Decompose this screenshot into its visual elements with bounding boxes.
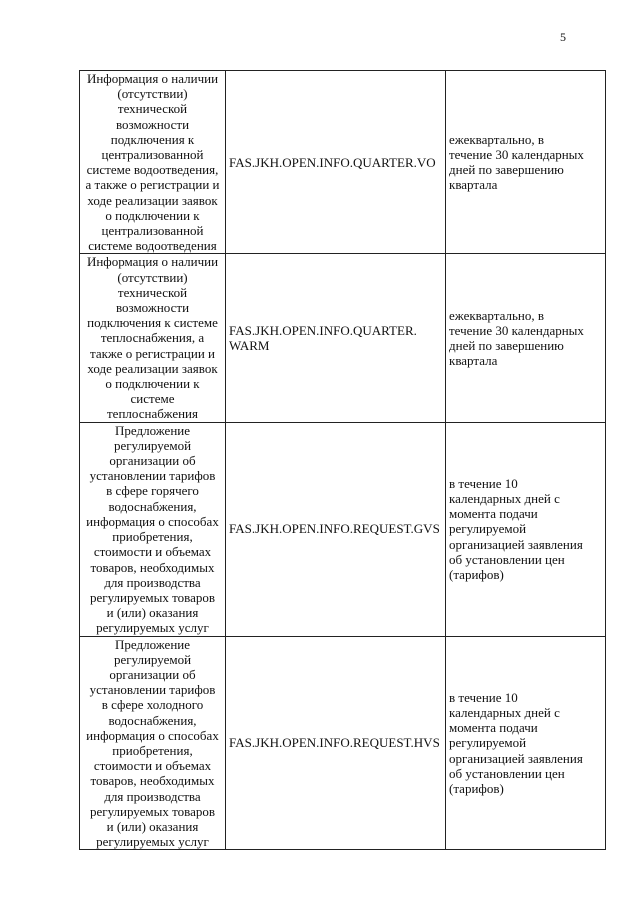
deadline-text: ежеквартально, в течение 30 календарных дней по завершению квартала	[449, 131, 584, 193]
template-code-text: FAS.JKH.OPEN.INFO.REQUEST.GVS	[229, 521, 440, 537]
template-code-cell	[226, 422, 446, 636]
table-row	[80, 71, 606, 254]
deadline-cell	[446, 636, 606, 850]
template-code-cell	[226, 71, 446, 254]
template-code-text: FAS.JKH.OPEN.INFO.QUARTER.VO	[229, 154, 436, 170]
template-code-text: FAS.JKH.OPEN.INFO.QUARTER. WARM	[229, 322, 417, 354]
template-code-text: FAS.JKH.OPEN.INFO.REQUEST.HVS	[229, 735, 440, 751]
page-number: 5	[560, 30, 566, 44]
table-row	[80, 254, 606, 422]
info-text: Информация о наличии (отсутствии) технической возможности подключения к централизованной системе водоотведения, а также о регистрации и ходе реализации заявок о подключении к централизованной системе водоотведения	[85, 71, 220, 254]
template-code-cell	[226, 254, 446, 422]
info-cell	[80, 636, 226, 850]
info-text: Информация о наличии (отсутствии) технической возможности подключения к системе теплоснабжения, а также о регистрации и ходе реализации заявок о подключении к системе теплоснабжения	[86, 254, 219, 422]
deadline-cell	[446, 71, 606, 254]
deadline-cell	[446, 254, 606, 422]
deadline-text: ежеквартально, в течение 30 календарных дней по завершению квартала	[449, 307, 584, 369]
deadline-text: в течение 10 календарных дней с момента подачи регулируемой организацией заявления об установлении цен (тарифов)	[449, 689, 583, 796]
table-row	[80, 636, 606, 850]
info-cell	[80, 422, 226, 636]
table-row	[80, 422, 606, 636]
deadline-cell	[446, 422, 606, 636]
info-cell	[80, 254, 226, 422]
disclosure-table	[79, 70, 606, 850]
deadline-text: в течение 10 календарных дней с момента подачи регулируемой организацией заявления об установлении цен (тарифов)	[449, 475, 583, 583]
info-text: Предложение регулируемой организации об установлении тарифов в сфере горячего водоснабжения, информация о способах приобретения, стоимости и объемах товаров, необходимых для производства регулируемых товаров и (или) оказания регулируемых услуг	[86, 422, 219, 636]
info-cell	[80, 71, 226, 254]
info-text: Предложение регулируемой организации об установлении тарифов в сфере холодного водоснабжения, информация о способах приобретения, стоимости и объемах товаров, необходимых для производства регулируемых товаров и (или) оказания регулируемых услуг	[86, 636, 219, 850]
template-code-cell	[226, 636, 446, 850]
